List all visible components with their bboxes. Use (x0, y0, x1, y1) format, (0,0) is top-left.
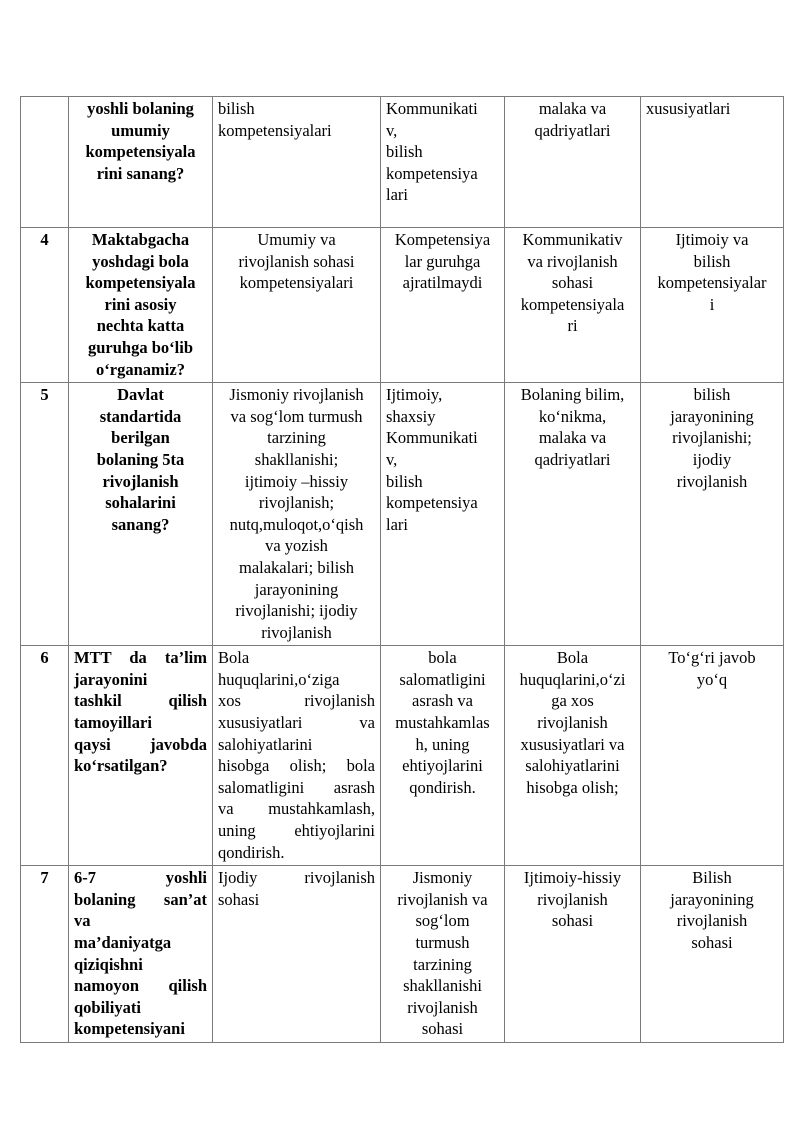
question-cell: Davlat standartida berilgan bolaning 5ta rivojlanish sohalarini sanang? (69, 383, 213, 646)
row-number: 6 (21, 646, 69, 866)
answer-d-cell: Bilish jarayonining rivojlanish sohasi (641, 866, 784, 1043)
question-cell: MTT da ta’lim jarayonini tashkil qilish tamoyillari qaysi javobda ko‘rsatilgan? (69, 646, 213, 866)
row-number: 5 (21, 383, 69, 646)
answer-c-cell: Kommunikativ va rivojlanish sohasi kompetensiyala ri (505, 228, 641, 383)
answer-d-cell: To‘g‘ri javob yo‘q (641, 646, 784, 866)
question-cell: Maktabgacha yoshdagi bola kompetensiyala rini asosiy nechta katta guruhga bo‘lib o‘rganamiz? (69, 228, 213, 383)
table-row (21, 866, 784, 1043)
answer-b-cell: Kommunikati v, bilish kompetensiya lari (381, 97, 505, 228)
row-number: 4 (21, 228, 69, 383)
row-number (21, 97, 69, 228)
answer-a-cell: Ijodiy rivojlanish sohasi (213, 866, 381, 1043)
answer-b-cell: Kompetensiya lar guruhga ajratilmaydi (381, 228, 505, 383)
answer-a-cell: Jismoniy rivojlanish va sog‘lom turmush tarzining shakllanishi; ijtimoiy –hissiy rivojlanish; nutq,muloqot,o‘qish va yozish malakalari; bilish jarayonining rivojlanishi; ijodiy rivojlanish (213, 383, 381, 646)
answer-c-cell: Ijtimoiy-hissiy rivojlanish sohasi (505, 866, 641, 1043)
answer-c-cell: Bolaning bilim, ko‘nikma, malaka va qadriyatlari (505, 383, 641, 646)
table-row (21, 228, 784, 383)
quiz-table (20, 96, 784, 1043)
table-row (21, 97, 784, 228)
answer-b-cell: Jismoniy rivojlanish va sog‘lom turmush tarzining shakllanishi rivojlanish sohasi (381, 866, 505, 1043)
answer-d-cell: xususiyatlari (641, 97, 784, 228)
answer-b-cell: Ijtimoiy, shaxsiy Kommunikati v, bilish kompetensiya lari (381, 383, 505, 646)
answer-c-cell: Bola huquqlarini,o‘zi ga xos rivojlanish xususiyatlari va salohiyatlarini hisobga olish; (505, 646, 641, 866)
answer-c-cell: malaka va qadriyatlari (505, 97, 641, 228)
answer-d-cell: Ijtimoiy va bilish kompetensiyalar i (641, 228, 784, 383)
answer-d-cell: bilish jarayonining rivojlanishi; ijodiy rivojlanish (641, 383, 784, 646)
answer-b-cell: bola salomatligini asrash va mustahkamlas h, uning ehtiyojlarini qondirish. (381, 646, 505, 866)
question-cell: yoshli bolaning umumiy kompetensiyala rini sanang? (69, 97, 213, 228)
table-row (21, 383, 784, 646)
answer-a-cell: Umumiy va rivojlanish sohasi kompetensiyalari (213, 228, 381, 383)
answer-a-cell: Bola huquqlarini,o‘ziga xos rivojlanish xususiyatlari va salohiyatlarini hisobga olish; bola salomatligini asrash va mustahkamlash, uning ehtiyojlarini qondirish. (213, 646, 381, 866)
table-row (21, 646, 784, 866)
row-number: 7 (21, 866, 69, 1043)
answer-a-cell: bilish kompetensiyalari (213, 97, 381, 228)
question-cell: 6-7 yoshli bolaning san’at va ma’daniyatga qiziqishni namoyon qilish qobiliyati kompetensiyani (69, 866, 213, 1043)
